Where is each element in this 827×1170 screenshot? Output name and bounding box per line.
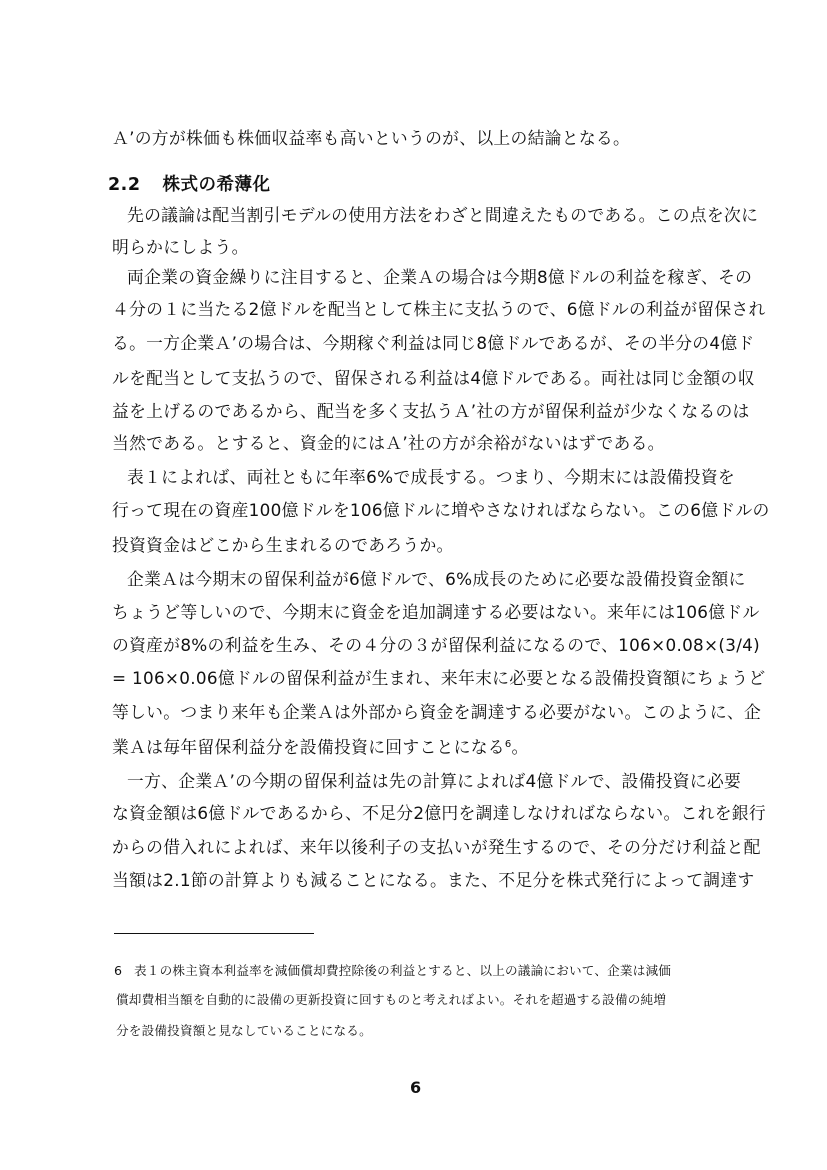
- body-line: な資金額は6億ドルであるから、不足分2億円を調達しなければならない。これを銀行: [112, 803, 766, 823]
- body-line: 表１によれば、両社ともに年率6%で成長する。つまり、今期末には設備投資を: [127, 467, 735, 487]
- body-line: 投資資金はどこから生まれるのであろうか。: [112, 535, 454, 555]
- body-line: 両企業の資金繰りに注目すると、企業Ａの場合は今期8億ドルの利益を稼ぎ、その: [127, 267, 753, 287]
- body-line: [112, 737, 529, 757]
- body-line: ちょうど等しいので、今期末に資金を追加調達する必要はない。来年には106億ドル: [112, 602, 760, 622]
- body-line: 当額は2.1節の計算よりも減ることになる。また、不足分を株式発行によって調達す: [112, 870, 755, 890]
- footnote-number: 6: [114, 963, 123, 978]
- footnote-line: 償却費相当額を自動的に設備の更新投資に回すものと考えればよい。それを超過する設備の純増: [116, 992, 667, 1007]
- footnote-line: 分を設備投資額と見なしていることになる。: [116, 1023, 372, 1038]
- continuation-line: Ａ’の方が株価も株価収益率も高いというのが、以上の結論となる。: [112, 128, 631, 148]
- sentence-end: 。: [511, 737, 529, 757]
- footnote-separator: [114, 933, 314, 934]
- body-line: = 106×0.06億ドルの留保利益が生まれ、来年末に必要となる設備投資額にちょうど: [112, 668, 766, 688]
- footnote-line: [114, 963, 671, 979]
- body-line: 一方、企業Ａ’の今期の留保利益は先の計算によれば4億ドルで、設備投資に必要: [127, 771, 742, 791]
- body-line: 行って現在の資産100億ドルを106億ドルに増やさなければならない。この6億ドルの: [112, 500, 770, 520]
- body-line: 企業Ａは今期末の留保利益が6億ドルで、6%成長のために必要な設備投資金額に: [127, 569, 746, 589]
- body-line: 先の議論は配当割引モデルの使用方法をわざと間違えたものである。この点を次に: [127, 205, 759, 225]
- section-title: 株式の希薄化: [162, 175, 271, 195]
- body-line: 等しい。つまり来年も企業Ａは外部から資金を調達する必要がない。このように、企: [112, 702, 762, 722]
- page-number: 6: [410, 1078, 422, 1097]
- footnote-reference[interactable]: 6: [504, 739, 512, 750]
- section-number: 2.2: [108, 175, 141, 195]
- body-line: ４分の１に当たる2億ドルを配当として株主に支払うので、6億ドルの利益が留保され: [112, 299, 766, 319]
- footnote-text: 表１の株主資本利益率を減価償却費控除後の利益とすると、以上の議論において、企業は減価: [134, 963, 672, 978]
- body-line: る。一方企業Ａ’の場合は、今期稼ぐ利益は同じ8億ドルであるが、その半分の4億ド: [112, 333, 755, 353]
- body-line: からの借入れによれば、来年以後利子の支払いが発生するので、その分だけ利益と配: [112, 837, 761, 857]
- body-line: 明らかにしよう。: [112, 237, 249, 257]
- section-heading: [108, 171, 271, 196]
- body-line: 当然である。とすると、資金的にはＡ’社の方が余裕がないはずである。: [112, 433, 665, 453]
- body-line: ルを配当として支払うので、留保される利益は4億ドルである。両社は同じ金額の収: [112, 368, 755, 388]
- body-line-text: 業Ａは毎年留保利益分を設備投資に回すことになる: [112, 737, 505, 757]
- body-line: の資産が8%の利益を生み、その４分の３が留保利益になるので、106×0.08×(3/4): [112, 635, 760, 655]
- body-line: 益を上げるのであるから、配当を多く支払うＡ’社の方が留保利益が少なくなるのは: [112, 401, 750, 421]
